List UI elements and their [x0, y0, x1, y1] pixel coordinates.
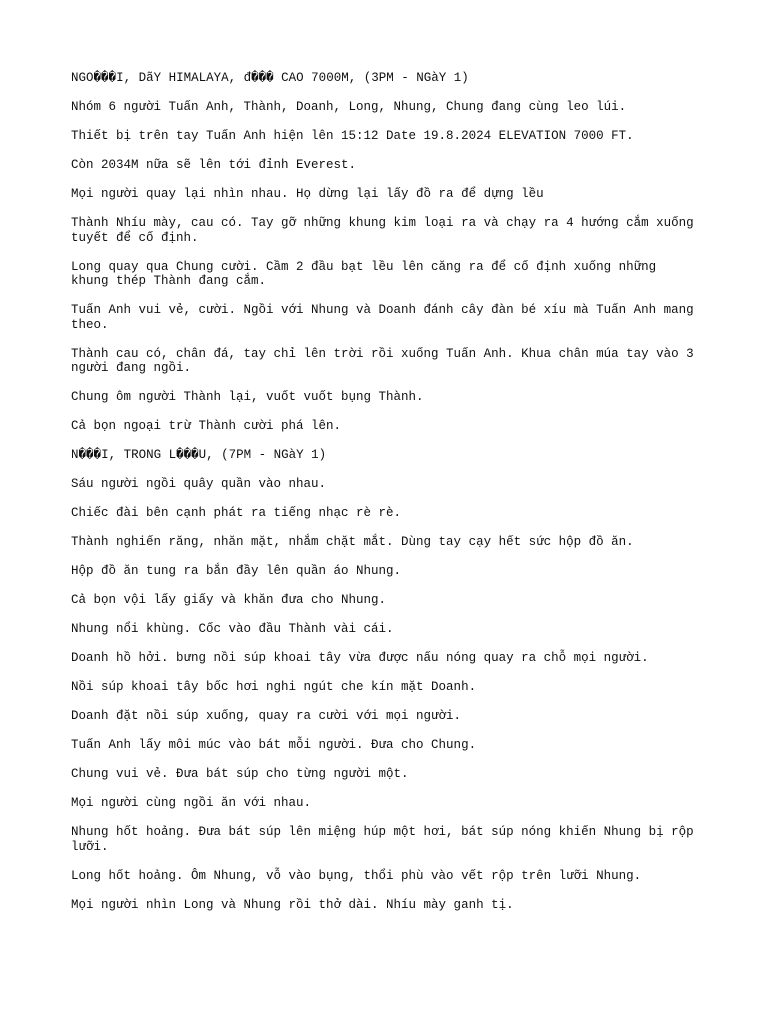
action-line: Nhung hốt hoảng. Đưa bát súp lên miệng húp một hơi, bát súp nóng khiến Nhung bị rộp lưỡi. — [71, 825, 702, 854]
action-line: Thiết bị trên tay Tuấn Anh hiện lên 15:12 Date 19.8.2024 ELEVATION 7000 FT. — [71, 129, 634, 143]
action-line: Cả bọn ngoại trừ Thành cười phá lên. — [71, 419, 342, 433]
action-line: Nhóm 6 người Tuấn Anh, Thành, Doanh, Long, Nhung, Chung đang cùng leo lúi. — [71, 100, 627, 114]
action-line: Nồi súp khoai tây bốc hơi nghi ngút che kín mặt Doanh. — [71, 680, 477, 694]
action-line: Mọi người quay lại nhìn nhau. Họ dừng lại lấy đồ ra để dựng lều — [71, 187, 544, 201]
action-line: Sáu người ngồi quây quần vào nhau. — [71, 477, 327, 491]
action-line: Thành nghiến răng, nhăn mặt, nhắm chặt mắt. Dùng tay cạy hết sức hộp đồ ăn. — [71, 535, 634, 549]
action-line: Long hốt hoảng. Ôm Nhung, vỗ vào bụng, thổi phù vào vết rộp trên lưỡi Nhung. — [71, 868, 642, 883]
action-line: Mọi người cùng ngồi ăn với nhau. — [71, 796, 312, 810]
action-line: Thành cau có, chân đá, tay chỉ lên trời rồi xuống Tuấn Anh. Khua chân múa tay vào 3 người đang ngồi. — [71, 346, 702, 375]
action-line: Tuấn Anh vui vẻ, cười. Ngồi với Nhung và Doanh đánh cây đàn bé xíu mà Tuấn Anh mang theo. — [71, 303, 702, 332]
action-line: Nhung nổi khùng. Cốc vào đầu Thành vài cái. — [71, 622, 394, 636]
action-line: Còn 2034M nữa sẽ lên tới đỉnh Everest. — [71, 158, 357, 172]
action-line: Cả bọn vội lấy giấy và khăn đưa cho Nhung. — [71, 593, 387, 607]
action-line: Hộp đồ ăn tung ra bắn đầy lên quần áo Nhung. — [71, 564, 402, 578]
screenplay-text — [71, 71, 701, 927]
scene-heading: NGO���I, DãY HIMALAYA, đ��� CAO 7000M, (3PM - NGàY 1) — [71, 71, 469, 85]
action-line: Thành Nhíu mày, cau có. Tay gỡ những khung kim loại ra và chạy ra 4 hướng cắm xuống tuyết để cố định. — [71, 216, 702, 245]
action-line: Long quay qua Chung cười. Cầm 2 đầu bạt lều lên căng ra để cố định xuống những khung thép Thành đang cắm. — [71, 259, 664, 288]
action-line: Doanh đặt nồi súp xuống, quay ra cười với mọi người. — [71, 709, 462, 723]
action-line: Chung ôm người Thành lại, vuốt vuốt bụng Thành. — [71, 390, 424, 404]
action-line: Tuấn Anh lấy môi múc vào bát mỗi người. Đưa cho Chung. — [71, 738, 477, 752]
action-line: Chiếc đài bên cạnh phát ra tiếng nhạc rè rè. — [71, 506, 402, 520]
action-line: Mọi người nhìn Long và Nhung rồi thở dài. Nhíu mày ganh tị. — [71, 897, 514, 912]
scene-heading: N���I, TRONG L���U, (7PM - NGàY 1) — [71, 448, 327, 462]
action-line: Doanh hồ hởi. bưng nồi súp khoai tây vừa được nấu nóng quay ra chỗ mọi người. — [71, 651, 649, 665]
action-line: Chung vui vẻ. Đưa bát súp cho từng người một. — [71, 767, 409, 781]
